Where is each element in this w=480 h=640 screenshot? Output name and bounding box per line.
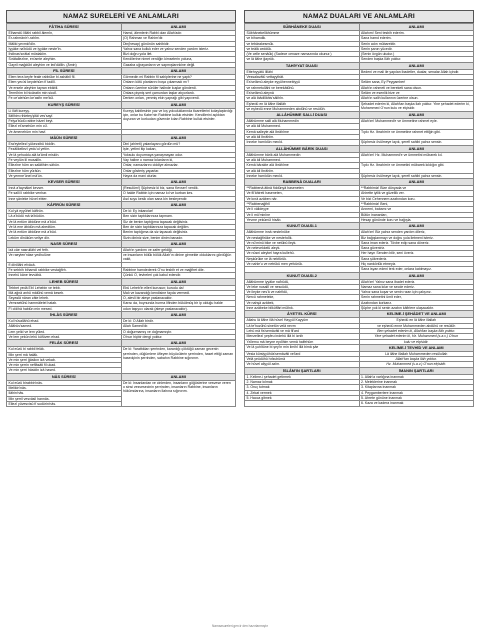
meaning-cell: Sana hamd ederim. xyxy=(359,36,474,41)
arabic-text-cell: ve alâ âli İbrâhîm. xyxy=(245,168,360,173)
arabic-text-cell: Min şerril vesvâsil hannâs. xyxy=(7,396,122,401)
arabic-text-cell: (Ve celle senâük) (Sadece cenaze namazında okunur.) xyxy=(245,52,360,57)
table-row xyxy=(7,347,236,352)
arabic-text-cell: Lem yelid ve lem yûled. xyxy=(7,329,122,334)
meaning-cell: Hayra da mani olurlar. xyxy=(121,173,236,178)
section-header-row xyxy=(245,179,474,186)
table-row xyxy=(245,152,474,157)
meaning-cell: 6. Kaza ve kadera inanmak xyxy=(359,401,474,406)
meaning-header: ANLAMI xyxy=(359,24,474,31)
section-title: KÂFİRÛN SÛRESİ xyxy=(7,202,122,209)
meaning-cell: (Resulüm!) Şüphesiz ki biz, sana Kevser'i verdik. xyxy=(121,186,236,191)
arabic-text-cell: ve alâ ibâdillâhis'sâlihîn. xyxy=(245,96,360,101)
arabic-text-cell: Velâ yeûdühû hıfzuhümâ xyxy=(245,357,360,362)
right-column-title: NAMAZ DUALARI VE ANLAMLARI xyxy=(244,10,474,23)
meaning-header: ANLAMI xyxy=(121,179,236,186)
section-header-row xyxy=(245,272,474,279)
meaning-cell: Allah'ım! Muhammed'e ve ümmetine rahmet eyle. xyxy=(359,119,474,130)
section-header-row xyxy=(245,311,474,318)
meaning-cell: Kureyş kabilesinin yaz ve kış yolculuklarında ticaretlerini kolaylaştırdığı için, onlar bu Kabe'nin Rabbine kulluk etsinler. Kendilerini açlıktan doyuran ve korkudan güvende kılan Rabbine kulluk etsinler. xyxy=(121,108,236,129)
arabic-text-cell: Sübhânekellâhümme xyxy=(245,31,360,36)
arabic-text-cell: Min şerri mâ halâk. xyxy=(7,352,122,357)
meaning-cell: Hiç nankörlük etmeyiz. xyxy=(359,261,474,266)
meaning-cell: Ben sizin taptıklarınıza tapmam. xyxy=(121,214,236,219)
meaning-cell: Yoksulu doyurmaya yanaşmayan odur. xyxy=(121,152,236,157)
meaning-cell: Ebû Leheb'in elleri kurusun; kurudu da! xyxy=(121,285,236,290)
arabic-text-cell: 5. Hacca gitmek xyxy=(245,395,360,400)
arabic-text-cell: İnne azâbeke bilküffâri mülhık. xyxy=(245,306,360,311)
table-row xyxy=(7,380,236,385)
meaning-cell: Çünkü O, tevbeleri çok kabul edendir. xyxy=(121,273,236,278)
arabic-text-cell: Gayril mağdûbi aleyhim ve led'dâllîn. (Âmin) xyxy=(7,62,122,67)
section-header-row xyxy=(7,340,236,347)
section-title: KEVSER SÛRESİ xyxy=(7,179,122,186)
arabic-text-cell: Eşhedü en lâ ilâhe illallâh xyxy=(245,101,360,106)
arabic-text-cell: Li îlâfi kureyş. xyxy=(7,108,122,113)
meaning-cell: Ben de sizin taptıklarınıza tapacak değilim. xyxy=(121,224,236,229)
meaning-cell: Sana iman ederiz. Tövbe edip sana döneriz. xyxy=(359,240,474,245)
arabic-text-cell: Ve li mü'minîne xyxy=(245,212,360,217)
table-row xyxy=(245,101,474,106)
arabic-text-cell: Elhamdü lillâhi rabbil âlemîn, xyxy=(7,31,122,36)
arabic-text-cell: Kul eûzü birabbin'nâs. xyxy=(7,380,122,385)
meaning-cell: Siz de benim taptığıma tapacak değilsiniz. xyxy=(121,219,236,224)
arabic-text-cell: Yevme yekûmül hisâb. xyxy=(245,217,360,222)
meaning-cell: Onlar, namazlarını ciddiye almazlar. xyxy=(121,163,236,168)
section-header-row xyxy=(7,68,236,75)
arabic-text-cell: Tebbet yedâ Ebî Lehebin ve tebb. xyxy=(7,285,122,290)
footer-note: Namazsureleri.gen.tr den hazırlanmıştır xyxy=(212,624,268,628)
section-header-row xyxy=(245,367,474,374)
arabic-text-cell: Ve ersele aleyhim tayran ebâbîl. xyxy=(7,85,122,90)
meaning-cell: Lâ ilâhe illallah Muhammeden resûlullah xyxy=(359,351,474,356)
meaning-cell: Allah'ın rahmeti ve bereketi sana olsun. xyxy=(359,85,474,90)
arabic-text-cell: Fezâlikellezî yedu'ul yetîm. xyxy=(7,147,122,152)
arabic-text-cell: Allahu lâ ilâhe illâ hüvel Hayyül Kayyûm xyxy=(245,318,360,323)
meaning-cell: Senin şanın yücedir. xyxy=(359,46,474,51)
meaning-cell: Her hayrı Senden bilir, seni överiz. xyxy=(359,251,474,256)
arabic-text-cell: Ellezî et'amehüm min cû'. xyxy=(7,124,122,129)
section-header-row xyxy=(245,223,474,230)
meaning-header: ANLAMI xyxy=(121,278,236,285)
meaning-cell: De ki: Ey inkarcılar! xyxy=(121,209,236,214)
meaning-header: ANLAMI xyxy=(359,112,474,119)
arabic-text-cell: Er-rahmânir'r-rahîm. xyxy=(7,36,122,41)
arabic-text-cell: Vessalavâtü vettayyibât. xyxy=(245,75,360,80)
meaning-cell: Allahım! Seni tesbih ederim. xyxy=(359,31,474,36)
arabic-text-cell: Mâliki yevmid'dîn. xyxy=(7,41,122,46)
arabic-text-cell: ve tebârakesmük. xyxy=(245,41,360,46)
arabic-text-cell: İhdinas'sırâtal müstakîm. xyxy=(7,52,122,57)
arabic-text-cell: Fe sebbih bihamdi rabbike vestağfirh. xyxy=(7,267,122,272)
meaning-header: İMANIN ŞARTLARI xyxy=(359,367,474,374)
arabic-text-cell: Ettehıyyâtü lillâhi xyxy=(245,69,360,74)
arabic-text-cell: Lehû mâ fis'semâvâti ve mâ fil'ard xyxy=(245,328,360,333)
section-title: ALLÂHÜMME BÂRİK DUASI xyxy=(245,145,360,152)
arabic-text-cell: Es'selâmü aleyke eyyühennebiyyü xyxy=(245,80,360,85)
meaning-cell: Onların kötü planlarını boşa çıkarmadı mı? xyxy=(121,80,236,85)
meaning-header: KELİME-İ ŞEHÂDET VE ANLAMI xyxy=(359,311,474,318)
arabic-text-cell: fî dînillâhi efvâcâ. xyxy=(7,262,122,267)
arabic-text-cell: Ve lâ yuhîtûne bi şey'in min ilmihî illâ bimâ şâe xyxy=(245,344,360,351)
meaning-cell: Allah Samed'dir. xyxy=(121,324,236,329)
arabic-text-cell: ve bihamdik. xyxy=(245,36,360,41)
arabic-text-cell: Fe ce'alehüm ke'asfin me'kûl. xyxy=(7,96,122,101)
arabic-text-cell: Nercû rahmeteke, xyxy=(245,295,360,300)
section-title: NASR SÛRESİ xyxy=(7,240,122,247)
meaning-cell: Biz bağışlanmayı ve doğru yola iletmeni isteriz. xyxy=(359,235,474,240)
meaning-cell: Onlar gösteriş yaparlar. xyxy=(121,168,236,173)
arabic-text-cell: Fî cîdihâ hablün min mesed. xyxy=(7,306,122,311)
arabic-text-cell: Lâ te'huzühû sinetün velâ nevm xyxy=(245,323,360,328)
meaning-header: ANLAMI xyxy=(359,145,474,152)
meaning-cell: Hz. Muhammed (s.a.v.) O'nun elçisidir. xyxy=(359,362,474,367)
arabic-text-cell: Melikin'nâs. xyxy=(7,386,122,391)
arabic-text-cell: Ve raeyten'nâse yedhulûne xyxy=(7,253,122,263)
arabic-text-cell: Vesia kürsiyyühüs'semâvâti vel'ard xyxy=(245,351,360,356)
meaning-cell: Hesap gününde koru ve bağışla. xyxy=(359,217,474,222)
meaning-cell: Görmedin mi Rabbin fil sahiplerine ne yaptı? xyxy=(121,75,236,80)
meaning-cell: (O) Rahman ve Rahim'dir. xyxy=(121,36,236,41)
arabic-text-cell: Kemâ salleyte alâ İbrâhîme xyxy=(245,129,360,134)
meaning-cell: Asıl soyu kesik olan sana kin besleyendir. xyxy=(121,196,236,201)
arabic-text-cell: İzâ câe nasrullâhi vel feth. xyxy=(7,247,122,252)
arabic-text-cell: 1. Kelime-i şehadet getirmek xyxy=(245,374,360,379)
arabic-text-cell: Ve lem yekün lehû küfüven ehad. xyxy=(7,334,122,339)
meaning-header: ANLAMI xyxy=(359,179,474,186)
meaning-cell: Bedeni ve mali ile yapılan ibadetler, dualar, senalar Allah içindir. xyxy=(359,69,474,74)
table-row xyxy=(245,129,474,134)
meaning-header: ANLAMI xyxy=(121,340,236,347)
arabic-text-cell: İnnâ a'taynâkel kevser. xyxy=(7,186,122,191)
meaning-cell: Şüphesiz övülmeye layık, şerefi sahibi yalnız sensin. xyxy=(359,140,474,145)
meaning-cell: Namaz sana kılar ve secde ederiz. xyxy=(359,284,474,289)
arabic-text-cell: Allâhümme bârik alâ Muhammedin xyxy=(245,152,360,157)
arabic-text-cell: Ve nü'minü bike ve netûbü ileyk. xyxy=(245,240,360,245)
arabic-text-cell: Es'selâmü aleynâ xyxy=(245,90,360,95)
arabic-text-cell: Ve li vâlideyye xyxy=(245,207,360,212)
arabic-text-cell: Kemâ bârakte alâ İbrâhîme xyxy=(245,163,360,168)
arabic-text-cell: Era'eytellezî yükezzibü biddîn. xyxy=(7,142,122,147)
section-header-row xyxy=(7,278,236,285)
meaning-cell: Allah'ın yardımı ve zafer geldiği, xyxy=(121,247,236,252)
arabic-text-cell: Allâhümme iyyâke na'büdü, xyxy=(245,279,360,284)
section-header-row xyxy=(245,24,474,31)
section-header-row xyxy=(7,240,236,247)
meaning-cell: Allah'ım! Yalnız sana ibadet ederiz. xyxy=(359,279,474,284)
arabic-text-cell: Ve leke nusallî ve nescüdü, xyxy=(245,284,360,289)
meaning-header: ANLAMI xyxy=(121,135,236,142)
meaning-header: ANLAMI xyxy=(121,312,236,319)
section-header-row xyxy=(7,135,236,142)
meaning-cell: Yine şehadet ederim ki, Hz. Muhammed (s.a.v.) O'nun xyxy=(359,334,474,339)
meaning-header: ANLAMI xyxy=(359,272,474,279)
meaning-cell: O'nun hiçbir dengi yoktur. xyxy=(121,334,236,339)
section-header-row xyxy=(7,202,236,209)
arabic-text-cell: Mâ ağnâ anhü mâlühû vemâ keseb. xyxy=(7,290,122,295)
meaning-cell: ve insanların bölük bölük Allah'ın dinine girmekte olduklarını gördüğün vakit, xyxy=(121,253,236,263)
arabic-text-cell: Menzellezî yeşfeu indehû illâ bi iznih xyxy=(245,334,360,339)
arabic-text-cell: Ellezî yüvesvisü fî sudûrin'nâs. xyxy=(7,401,122,406)
arabic-text-cell: Sırâtallezîne, en'amte aleyhim. xyxy=(7,57,122,62)
prayer-table xyxy=(244,23,474,407)
table-row xyxy=(245,344,474,351)
arabic-text-cell: Ve yemne'ûnel mâ'ûn. xyxy=(7,173,122,178)
meaning-cell: odun taşıyıcı olarak (ateşe yaslanacaktır). xyxy=(121,306,236,311)
arabic-text-cell: Ve fil'âhireti haseneten, xyxy=(245,191,360,196)
meaning-cell: Gazaba uğrayanların ve sapmışlarınkine değil. xyxy=(121,62,236,67)
section-title: KUREYŞ SÛRESİ xyxy=(7,101,122,108)
section-header-row xyxy=(245,112,474,119)
meaning-cell: De ki: İnsanlardan ve cinlerden, insanların göğüslerine vesvese veren o sinsi vesvesecinin şerrinden, insanların Rabbine, insanların hükümdarına, insanların İlahına sığınırım. xyxy=(121,380,236,406)
arabic-text-cell: Ve nahşâ azâbek, xyxy=(245,300,360,305)
meaning-cell: kulu ve elçisidir. xyxy=(359,339,474,344)
meaning-cell: Sana isyan edeni terk eder, onlara katılmayız. xyxy=(359,267,474,272)
meaning-cell: Şüphesiz övülmeye layık, şerefi sahibi yalnız sensin. xyxy=(359,173,474,178)
meaning-cell: Bizi doğru yola ilet. xyxy=(121,52,236,57)
meaning-cell: Tıpkı Hz. İbrahim'e ve ümmetini mübarek kıldığın gibi. xyxy=(359,163,474,174)
section-title: NÂS SÛRESİ xyxy=(7,373,122,380)
meaning-cell: 2. Meleklerine inanmak xyxy=(359,380,474,385)
meaning-cell: Onlara pişmiş sert çamurdan taşlar atıyorlardı. xyxy=(121,90,236,95)
arabic-text-cell: İlâfihim rihleteş'şitâi ves'sayf. xyxy=(7,113,122,118)
arabic-text-cell: Fe salli li rabbike venhar. xyxy=(7,191,122,196)
arabic-text-cell: Vemraetühû hammâletel hatab. xyxy=(7,301,122,306)
prayer-column xyxy=(244,10,474,407)
meaning-cell: Senin adın mübarektir. xyxy=(359,41,474,46)
arabic-text-cell: ve teâlâ ceddük. xyxy=(245,46,360,51)
section-header-row xyxy=(245,62,474,69)
meaning-cell: Sana güveniriz. xyxy=(359,246,474,251)
arabic-text-cell: Kul yâ eyyühel kâfirûn. xyxy=(7,209,122,214)
arabic-text-cell: Ve min şerri ğâsikın izâ vekab. xyxy=(7,357,122,362)
arabic-text-cell: Ve ileyke nes'â ve nahfidü, xyxy=(245,290,360,295)
meaning-cell: Annemi, babamı ve xyxy=(359,207,474,212)
arabic-text-cell: Ve nüsni aleykel hayra kullehü. xyxy=(245,251,360,256)
arabic-text-cell: Termîhim bi hicâratin min siccîl. xyxy=(7,90,122,95)
section-header-row xyxy=(7,101,236,108)
meaning-cell: Kendilerine nimet verdiğin kimselerin yoluna, xyxy=(121,57,236,62)
section-header-row xyxy=(7,373,236,380)
arabic-text-cell: Allâhüs'samed. xyxy=(7,324,122,329)
arabic-text-cell: **Rabbenağfirlî xyxy=(245,202,360,207)
meaning-cell: Hamd, âlemlerin Rabbi olan Allah'adır. xyxy=(121,31,236,36)
arabic-text-cell: Ve lâ ene âbidün mâ abedtüm. xyxy=(7,224,122,229)
meaning-header: ANLAMI xyxy=(121,68,236,75)
section-header-row xyxy=(7,312,236,319)
meaning-cell: De ki: O Allah birdir. xyxy=(121,319,236,324)
meaning-cell: Selâm sana, Ey Peygamber! xyxy=(359,80,474,85)
meaning-cell: Senin rahmetini ümit eder, xyxy=(359,295,474,300)
surah-table xyxy=(6,23,236,407)
arabic-text-cell: İnneke hamîdün mecîd. xyxy=(245,173,360,178)
meaning-cell: O halde Rabbin için namaz kıl ve kurban kes. xyxy=(121,191,236,196)
section-title: İSLÂM'IN ŞARTLARI xyxy=(245,367,360,374)
arabic-text-cell: Felya'büdû rabbe hâzel beyt. xyxy=(7,119,122,124)
meaning-header: ANLAMI xyxy=(121,240,236,247)
section-title: KUNUT DUASI-1 xyxy=(245,223,360,230)
meaning-cell: Allah'tan başka ilâh yoktur. xyxy=(359,357,474,362)
meaning-cell: Dini (ahireti) yalanlayanı gördün mü? xyxy=(121,142,236,147)
arabic-text-cell: Ve lâ yehuddu alâ ta'âmil miskîn. xyxy=(7,152,122,157)
arabic-text-cell: Leküm dînüküm veliye dîn. xyxy=(7,235,122,240)
meaning-cell: Eşhedü en lâ ilâhe illallah xyxy=(359,318,474,323)
arabic-text-cell: Ellezîne hüm an salâtihim sâhûn. xyxy=(7,163,122,168)
meaning-cell: Onların üzerine sürüler halinde kuşlar gönderdi. xyxy=(121,85,236,90)
meaning-cell: Allah'ın salih kullarının üzerine olsun. xyxy=(359,96,474,101)
meaning-cell: 5. Ahrete gününe inanmak xyxy=(359,395,474,400)
meaning-header: ANLAMI xyxy=(359,62,474,69)
meaning-cell: Din(hesap) gününün sahibidir. xyxy=(121,41,236,46)
arabic-text-cell: İnneke hamîdün mecîd. xyxy=(245,140,360,145)
section-header-row xyxy=(7,179,236,186)
meaning-cell: Vay haline o namaz kılanların ki, xyxy=(121,157,236,162)
meaning-cell: Şüphe yok ki senin azabın kâfirlere ulaşacaktır. xyxy=(359,306,474,311)
table-row xyxy=(245,163,474,168)
arabic-text-cell: ve alâ âli İbrâhîm. xyxy=(245,135,360,140)
arabic-text-cell: İyyâke na'büdü ve iyyâke neste'în. xyxy=(7,46,122,51)
meaning-cell: Tıpkı Hz. İbrahim'e ve ümmetine rahmet ettiğin gibi. xyxy=(359,129,474,140)
meaning-cell: Yalnız sana kulluk eder ve yalnız senden yardım isteriz. xyxy=(121,46,236,51)
meaning-cell: Ve bizi Cehennem azabından koru. xyxy=(359,196,474,201)
arabic-text-cell: Ellezîne hüm yürâûn. xyxy=(7,168,122,173)
meaning-cell: De ki: Yarattıkları şerrinden, karanlığı çöktüğü zaman gecenin şerrinden, düğümlere üfleyen büyücülerin şerrinden, haset ettiği zaman hasedçinin şerrinden, sabahın Rabbine sığınırım. xyxy=(121,347,236,373)
arabic-text-cell: 3. Oruç tutmak xyxy=(245,385,360,390)
meaning-cell: Şehadet ederim ki, Allah'tan başka ilah yoktur. Yine şehadet ederim ki, Muhammed O'nun kulu ve elçisidir. xyxy=(359,101,474,112)
meaning-header: ANLAMI xyxy=(121,24,236,31)
arabic-text-cell: Ve hüvel aliyyül azîm. xyxy=(245,362,360,367)
meaning-cell: Bütün inananları, xyxy=(359,212,474,217)
meaning-cell: Allah'ım! Biz yalnız senden yardım dileriz, xyxy=(359,230,474,235)
arabic-text-cell: ve alâ âli Muhammed. xyxy=(245,124,360,129)
arabic-text-cell: **Rabbenâ âtinâ fiddünyâ haseneten xyxy=(245,186,360,191)
arabic-text-cell: Ve nestağfirüke ve nestehdîk. xyxy=(245,235,360,240)
meaning-cell: Malı ve kazandığı kendisine fayda vermedi. xyxy=(121,290,236,295)
meaning-header: ANLAMI xyxy=(359,223,474,230)
meaning-cell: ve eşhedü enne Muhammeden abdühû ve resûlüh xyxy=(359,323,474,328)
section-title: ÂYET'EL KÜRSİ xyxy=(245,311,360,318)
arabic-text-cell: Ve lâ entüm âbidûne mâ a'büd. xyxy=(7,219,122,224)
meaning-header: ANLAMI xyxy=(121,373,236,380)
arabic-text-cell: ve lâ ilâhe ğayrük. xyxy=(245,57,360,62)
arabic-text-cell: ve eşhedü enne Muhammeden abdühû ve resûlüh. xyxy=(245,106,360,111)
section-title: SÜBHÂNEKE DUASI xyxy=(245,24,360,31)
section-title: FELÂK SÛRESİ xyxy=(7,340,122,347)
arabic-text-cell: İnne şânieke hüvel ebter. xyxy=(7,196,122,201)
arabic-text-cell: İlâhin'nâs. xyxy=(7,391,122,396)
meaning-cell: Yalnız sana koşar ve senin rızan için çalışırız. xyxy=(359,290,474,295)
meaning-cell: Allah'ım! Hz. Muhammed'e ve ümmetini mübarek kıl. xyxy=(359,152,474,163)
arabic-text-cell: Ve kınâ azâben nâr. xyxy=(245,196,360,201)
table-row xyxy=(245,119,474,124)
arabic-text-cell: Ya'lemu mâ beyne eydîhim vemâ halfehüm xyxy=(245,339,360,344)
meaning-cell: **Rabbimiz! Beni, xyxy=(359,202,474,207)
arabic-text-cell: Elem tera keyfe feale rabbüke bi ashâbil fîl. xyxy=(7,75,122,80)
meaning-cell: Benim taptığıma da siz tapacak değilsiniz. xyxy=(121,230,236,235)
section-title: MÂÛN SÛRESİ xyxy=(7,135,122,142)
section-title: LEHEB SÛRESİ xyxy=(7,278,122,285)
section-header-row xyxy=(245,145,474,152)
meaning-cell: Senden başka İlâh yoktur. xyxy=(359,57,474,62)
arabic-text-cell: Ve lâ entüm âbidûne mâ a'büd. xyxy=(7,230,122,235)
meaning-cell: Azabından korkarız. xyxy=(359,300,474,305)
arabic-text-cell: Ve netevekkelü aleyk. xyxy=(245,246,360,251)
arabic-text-cell: Neşkürüke ve lâ nekfürük. xyxy=(245,256,360,261)
left-column-title: NAMAZ SURELERİ VE ANLAMLARI xyxy=(6,10,236,23)
meaning-cell: Rabbine hamdederek O'nu tesbih et ve mağfiret dile. xyxy=(121,267,236,272)
meaning-cell: 3. Kitaplarına inanmak xyxy=(359,385,474,390)
surah-column xyxy=(6,10,236,407)
section-header-row xyxy=(7,24,236,31)
meaning-cell: Derken onları, yenmiş ekin yaprağı gibi yapıverdi. xyxy=(121,96,236,101)
arabic-text-cell xyxy=(245,401,360,406)
meaning-cell: Sana şükrederiz. xyxy=(359,256,474,261)
section-title: RABBENÂ DUALARI xyxy=(245,179,360,186)
meaning-cell: O, alevli bir ateşe yaslanacaktır. xyxy=(121,296,236,301)
arabic-text-cell: Allâhümme salli alâ Muhammedin xyxy=(245,119,360,124)
arabic-text-cell: Ve min şerrin neffâsâti fil ukad. xyxy=(7,363,122,368)
arabic-text-cell: Elem yec'al keydehüm fî tadlîl. xyxy=(7,80,122,85)
arabic-text-cell: Ve nahle'u ve netrükü men yefcürük. xyxy=(245,261,360,266)
arabic-text-cell: Fe veylün lil musallîn. xyxy=(7,157,122,162)
meaning-cell: Selâm ve esenlik bize ve xyxy=(359,90,474,95)
arabic-text-cell: 2. Namaz kılmak xyxy=(245,380,360,385)
meaning-cell: Ben şehadet ederim ki, Allah'tan başka ilâh yoktur. xyxy=(359,328,474,333)
meaning-cell: Karısı da, boynunda hurma lifinden bükülmüş bir ip olduğu halde xyxy=(121,301,236,306)
meaning-cell: İşte, yetimi itip kakan, xyxy=(121,147,236,152)
section-title: ALLÂHÜMME SALLİ DUASI xyxy=(245,112,360,119)
section-title: TAHİYYAT DUASI xyxy=(245,62,360,69)
meaning-cell: 1. Allah'a varlığına inanmak xyxy=(359,374,474,379)
meaning-header: ANLAMI xyxy=(121,202,236,209)
meaning-cell: **Rabbimiz! Bize dünyada ve xyxy=(359,186,474,191)
section-title: KUNUT DUASI-2 xyxy=(245,272,360,279)
arabic-text-cell: Lâ a'büdü mâ ta'büdûn. xyxy=(7,214,122,219)
meaning-header: ANLAMI xyxy=(121,101,236,108)
meaning-cell: 4. Peygamberlere inanmak xyxy=(359,390,474,395)
table-row xyxy=(245,401,474,406)
arabic-text-cell: Ve min şerri hâsidin izâ hased. xyxy=(7,368,122,373)
arabic-text-cell: ve rahmetullâhi ve berekâtühü. xyxy=(245,85,360,90)
arabic-text-cell: Kul eûzü bi rabbil felâk. xyxy=(7,347,122,352)
table-row xyxy=(7,253,236,263)
arabic-text-cell: İnnehû kâne tevvâbâ. xyxy=(7,273,122,278)
arabic-text-cell: ve alâ âli Muhammed. xyxy=(245,157,360,162)
section-title: FÂTİHA SÛRESİ xyxy=(7,24,122,31)
arabic-text-cell: Kul hüvallâhü ehad. xyxy=(7,319,122,324)
arabic-text-cell: Allâhümme innâ nesteînüke xyxy=(245,230,360,235)
arabic-text-cell: 4. Zekat vermek xyxy=(245,390,360,395)
meaning-cell: O doğurmamış ve doğmamıştır. xyxy=(121,329,236,334)
meaning-cell: (Senin övgün uludur.) xyxy=(359,52,474,57)
arabic-text-cell: Ve âmenehüm min havf. xyxy=(7,129,122,134)
section-title: KELİME-İ TEVHİD VE ANLAMI xyxy=(359,344,474,351)
meaning-cell: Ahirette iyilik ve güzellik ver. xyxy=(359,191,474,196)
arabic-text-cell: Seyaslâ nâran zâte leheb. xyxy=(7,296,122,301)
meaning-cell: Sizin dininiz size, benim dinim banadır. xyxy=(121,235,236,240)
section-title: İHLÂS SÛRESİ xyxy=(7,312,122,319)
section-title: FİL SÛRESİ xyxy=(7,68,122,75)
